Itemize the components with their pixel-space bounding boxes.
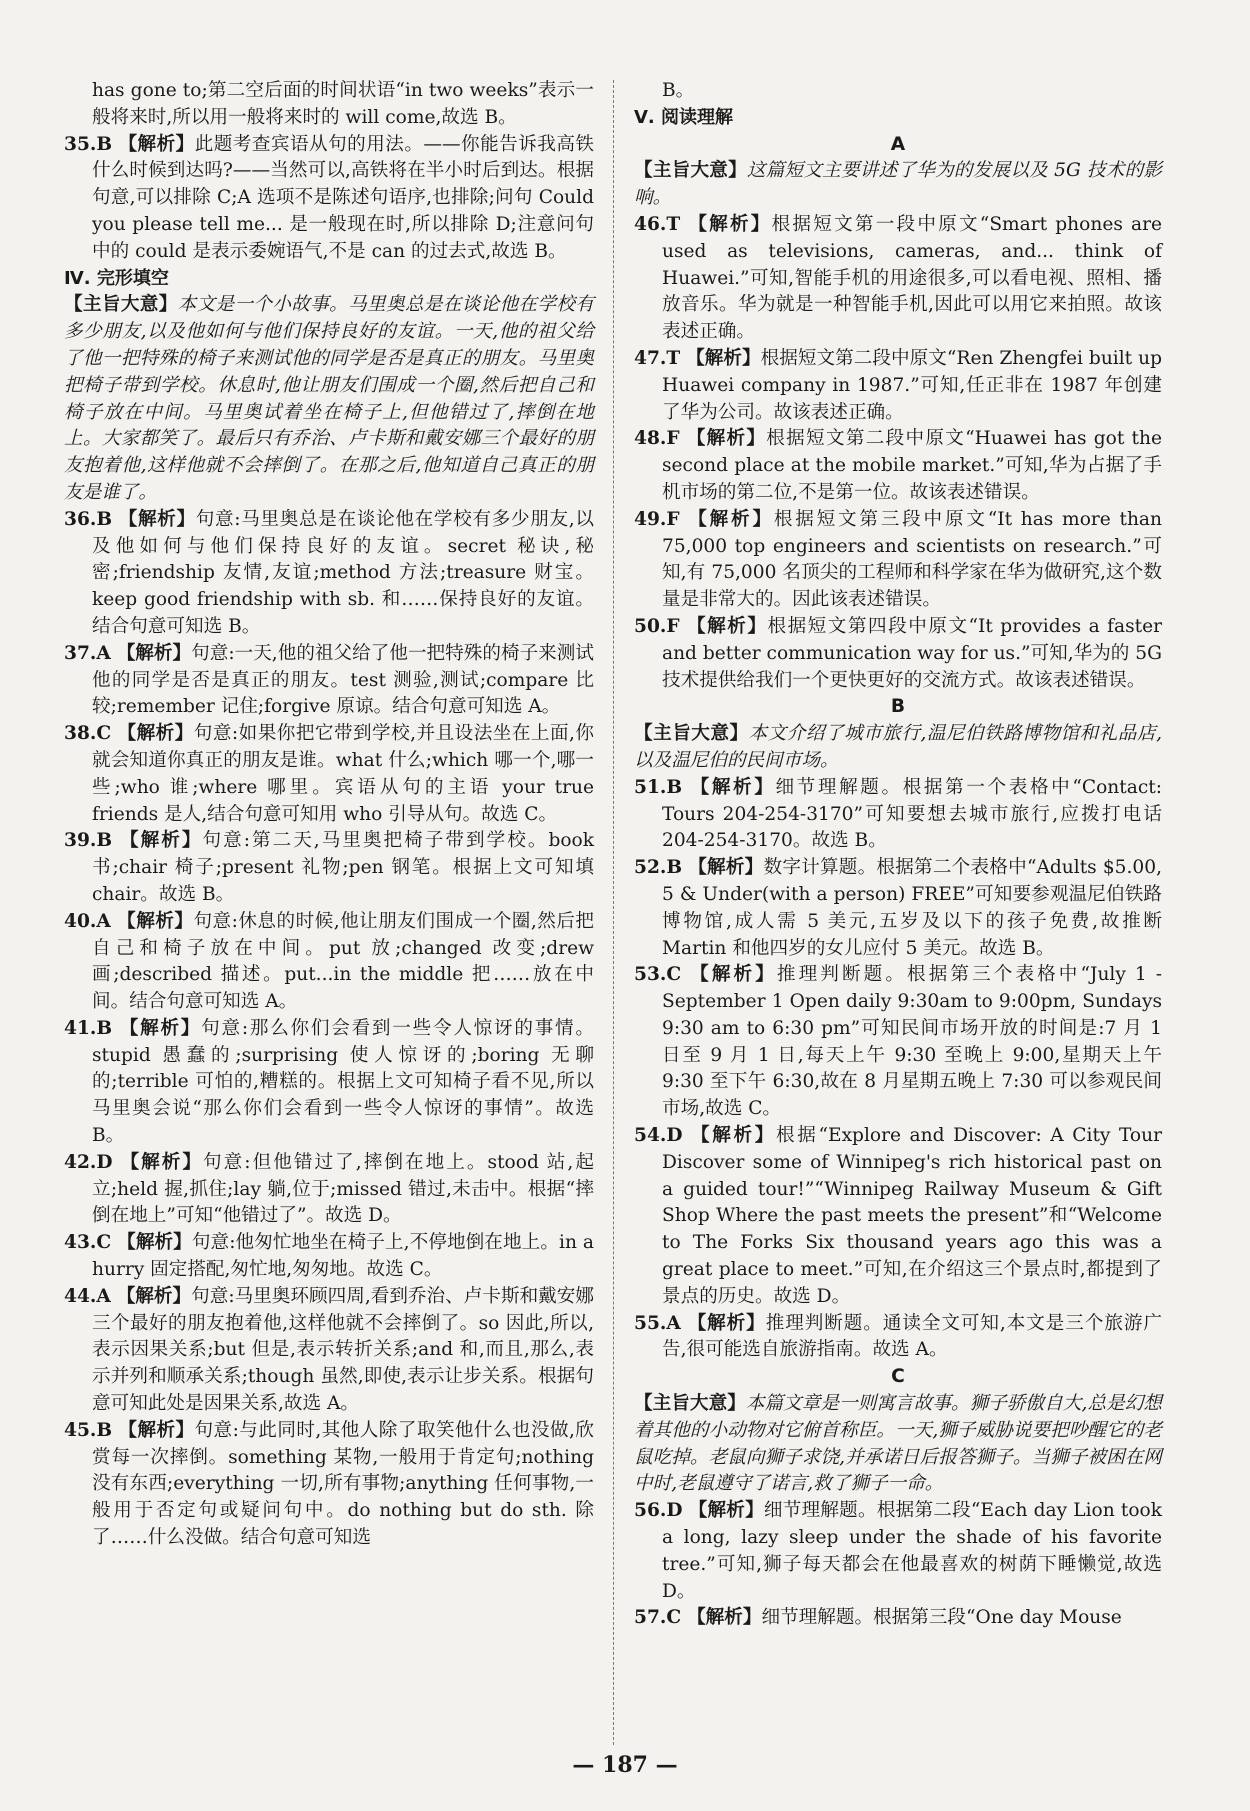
answer-54: 54.D 【解析】根据“Explore and Discover: A City Tour Discover some of Winnipeg's rich historical past on a guided tour!”“Winnipeg Railway Museum & Gift Shop Where the past meets the present”和“Welcome to The Forks Six thousand years ago this was a great place to meet.”可知,在介绍这三个景点时,都提到了景点的历史。故选 D。: [634, 1125, 1162, 1307]
main-idea-c: 【主旨大意】本篇文章是一则寓言故事。狮子骄傲自大,总是幻想着其他的小动物对它俯首称臣。一天,狮子威胁说要把吵醒它的老鼠吃掉。老鼠向狮子求饶,并承诺日后报答狮子。当狮子被困在网中时,老鼠遵守了诺言,救了狮子一命。: [634, 1393, 1162, 1495]
left-column: [64, 78, 594, 1552]
section-heading-reading: Ⅴ. 阅读理解: [634, 106, 734, 128]
answer-40: 40.A 【解析】句意:休息的时候,他让朋友们围成一个圈,然后把自己和椅子放在中间。put 放;changed 改变;drew 画;described 描述。put...in the middle 把……放在中间。结合句意可知选 A。: [64, 910, 594, 1013]
column-divider: [613, 80, 614, 1745]
answer-47: 47.T 【解析】根据短文第二段中原文“Ren Zhengfei built up Huawei company in 1987.”可知,任正非在 1987 年创建了华为公司。故该表述正确。: [634, 347, 1162, 423]
answer-35: 35.B 【解析】此题考查宾语从句的用法。——你能告诉我高铁什么时候到达吗?——当然可以,高铁将在半小时后到达。根据句意,可以排除 C;A 选项不是陈述句语序,也排除;问句 Could you please tell me... 是一般现在时,所以排除 D;注意问句中的 could 是表示委婉语气,不是 can 的过去式,故选 B。: [64, 133, 594, 262]
answer-55: 55.A 【解析】推理判断题。通读全文可知,本文是三个旅游广告,很可能选自旅游指南。故选 A。: [634, 1312, 1162, 1361]
main-idea-cloze: 【主旨大意】本文是一个小故事。马里奥总是在谈论他在学校有多少朋友,以及他如何与他们保持良好的友谊。一天,他的祖父给了他一把特殊的椅子来测试他的同学是否是真正的朋友。马里奥把椅子带到学校。休息时,他让朋友们围成一个圈,然后把自己和椅子放在中间。马里奥试着坐在椅子上,但他错过了,摔倒在地上。大家都笑了。最后只有乔治、卢卡斯和戴安娜三个最好的朋友抱着他,这样他就不会摔倒了。在那之后,他知道自己真正的朋友是谁了。: [64, 294, 594, 503]
answer-51: 51.B 【解析】细节理解题。根据第一个表格中“Contact: Tours 204-254-3170”可知要想去城市旅行,应拨打电话 204-254-3170。故选 B。: [634, 776, 1162, 852]
answer-36: 36.B 【解析】句意:马里奥总是在谈论他在学校有多少朋友,以及他如何与他们保持良好的友谊。secret 秘诀,秘密;friendship 友情,友谊;method 方法;treasure 财宝。keep good friendship with sb. 和……保持良好的友谊。结合句意可知选 B。: [64, 508, 594, 637]
answer-38: 38.C 【解析】句意:如果你把它带到学校,并且设法坐在上面,你就会知道你真正的朋友是谁。what 什么;which 哪一个,哪一些;who 谁;where 哪里。宾语从句的主语 your true friends 是人,结合句意可知用 who 引导从句。故选 C。: [64, 723, 594, 825]
answer-41: 41.B 【解析】句意:那么你们会看到一些令人惊讶的事情。stupid 愚蠢的;surprising 使人惊讶的;boring 无聊的;terrible 可怕的,糟糕的。根据上文可知椅子看不见,所以马里奥会说“那么你们会看到一些令人惊讶的事情”。故选 B。: [64, 1017, 594, 1147]
answer-43: 43.C 【解析】句意:他匆忙地坐在椅子上,不停地倒在地上。in a hurry 固定搭配,匆忙地,匆匆地。故选 C。: [64, 1232, 594, 1281]
passage-heading-b: B: [890, 696, 906, 718]
right-column: [634, 78, 1162, 1632]
answer-57: 57.C 【解析】细节理解题。根据第三段“One day Mouse: [634, 1607, 1122, 1629]
main-idea-a: 【主旨大意】这篇短文主要讲述了华为的发展以及 5G 技术的影响。: [634, 160, 1162, 209]
passage-heading-a: A: [890, 133, 906, 155]
answer-56: 56.D 【解析】细节理解题。根据第二段“Each day Lion took a long, lazy sleep under the shade of his favorite tree.”可知,狮子每天都会在他最喜欢的树荫下睡懒觉,故选 D。: [634, 1500, 1162, 1602]
answer-45-continuation: B。: [662, 80, 695, 101]
section-heading-cloze: Ⅳ. 完形填空: [64, 267, 169, 289]
answer-53: 53.C 【解析】推理判断题。根据第三个表格中“July 1 - September 1 Open daily 9:30am to 9:00pm, Sundays 9:30 am to 6:30 pm”可知民间市场开放的时间是:7 月 1 日至 9 月 1 日,每天上午 9:30 至晚上 9:00,星期天上午 9:30 至下午 6:30,故在 8 月星期五晚上 7:30 可以参观民间市场,故选 C。: [634, 964, 1162, 1120]
answer-49: 49.F 【解析】根据短文第三段中原文“It has more than 75,000 top engineers and scientists on research.”可知,有 75,000 名顶尖的工程师和科学家在华为做研究,这个数量是非常大的。因此该表述错误。: [634, 508, 1162, 611]
answer-39: 39.B 【解析】句意:第二天,马里奥把椅子带到学校。book 书;chair 椅子;present 礼物;pen 钢笔。根据上文可知填 chair。故选 B。: [64, 830, 594, 905]
answer-48: 48.F 【解析】根据短文第二段中原文“Huawei has got the second place at the mobile market.”可知,华为占据了手机市场的第二位,不是第一位。故该表述错误。: [634, 428, 1162, 503]
answer-44: 44.A 【解析】句意:马里奥环顾四周,看到乔治、卢卡斯和戴安娜三个最好的朋友抱着他,这样他就不会摔倒了。so 因此,所以,表示因果关系;but 但是,表示转折关系;and 和,而且,那么,表示并列和顺承关系;though 虽然,即使,表示让步关系。根据句意可知此处是因果关系,故选 A。: [64, 1285, 594, 1415]
answer-52: 52.B 【解析】数字计算题。根据第二个表格中“Adults $5.00, 5 & Under(with a person) FREE”可知要参观温尼伯铁路博物馆,成人需 5 美元,五岁及以下的孩子免费,故推断 Martin 和他四岁的女儿应付 5 美元。故选 B。: [634, 857, 1162, 959]
answer-45: 45.B 【解析】句意:与此同时,其他人除了取笑他什么也没做,欣赏每一次摔倒。something 某物,一般用于肯定句;nothing 没有东西;everything 一切,所有事物;anything 任何事物,一般用于否定句或疑问句中。do nothing but do sth. 除了……什么没做。结合句意可知选: [64, 1419, 594, 1549]
answer-50: 50.F 【解析】根据短文第四段中原文“It provides a faster and better communication way for us.”可知,华为的 5G 技术提供给我们一个更快更好的交流方式。故该表述错误。: [634, 615, 1162, 691]
answer-37: 37.A 【解析】句意:一天,他的祖父给了他一把特殊的椅子来测试他的同学是否是真正的朋友。test 测验,测试;compare 比较;remember 记住;forgive 原谅。结合句意可知选 A。: [64, 642, 594, 718]
main-idea-b: 【主旨大意】本文介绍了城市旅行,温尼伯铁路博物馆和礼品店,以及温尼伯的民间市场。: [634, 723, 1162, 771]
intro-continuation: has gone to;第二空后面的时间状语“in two weeks”表示一般将来时,所以用一般将来时的 will come,故选 B。: [92, 80, 594, 128]
page-number: — 187 —: [572, 1752, 678, 1778]
answer-42: 42.D 【解析】句意:但他错过了,摔倒在地上。stood 站,起立;held 握,抓住;lay 躺,位于;missed 错过,未击中。根据“摔倒在地上”可知“他错过了”。故选 D。: [64, 1151, 594, 1227]
passage-heading-c: C: [891, 1366, 905, 1388]
answer-46: 46.T 【解析】根据短文第一段中原文“Smart phones are used as televisions, cameras, and... think of Huawei.”可知,智能手机的用途很多,可以看电视、照相、播放音乐。华为就是一种智能手机,因此可以用它来拍照。故该表述正确。: [634, 213, 1162, 343]
